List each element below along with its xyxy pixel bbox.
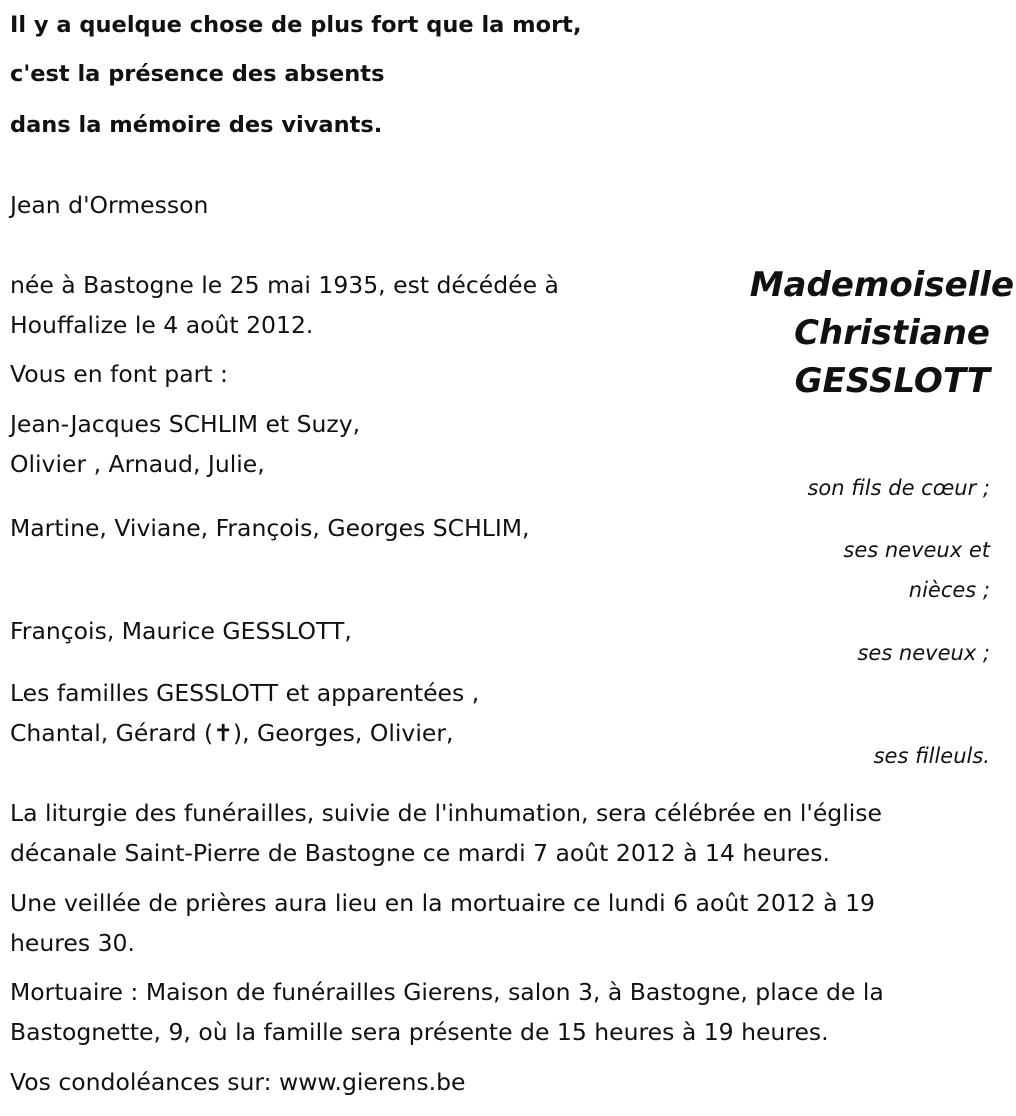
deceased-title: Mademoiselle (749, 265, 1014, 305)
announcement-intro: Vous en font part : (10, 360, 228, 388)
condolences-link[interactable]: Vos condoléances sur: www.gierens.be (10, 1068, 466, 1096)
family-role: ses neveux ; (857, 641, 990, 665)
family-line: Les familles GESSLOTT et apparentées , (10, 679, 480, 707)
family-role: son fils de cœur ; (807, 476, 990, 500)
birth-death-line: Houffalize le 4 août 2012. (10, 311, 314, 339)
deceased-first-name: Christiane (794, 313, 990, 353)
mortuary-line: Bastognette, 9, où la famille sera présente de 15 heures à 19 heures. (10, 1018, 829, 1046)
funeral-line: La liturgie des funérailles, suivie de l'inhumation, sera célébrée en l'église (10, 799, 882, 827)
family-line: François, Maurice GESSLOTT, (10, 617, 352, 645)
quote-line: Il y a quelque chose de plus fort que la mort, (10, 12, 582, 38)
family-line: Martine, Viviane, François, Georges SCHLIM, (10, 514, 530, 542)
quote-author: Jean d'Ormesson (10, 191, 209, 219)
family-line: Jean-Jacques SCHLIM et Suzy, (10, 410, 361, 438)
family-role: ses filleuls. (873, 744, 990, 768)
mortuary-line: Mortuaire : Maison de funérailles Gierens, salon 3, à Bastogne, place de la (10, 978, 884, 1006)
quote-line: c'est la présence des absents (10, 61, 385, 87)
funeral-line: décanale Saint-Pierre de Bastogne ce mardi 7 août 2012 à 14 heures. (10, 839, 830, 867)
family-role: ses neveux et (843, 538, 990, 562)
birth-death-line: née à Bastogne le 25 mai 1935, est décédée à (10, 271, 559, 299)
vigil-line: heures 30. (10, 929, 135, 957)
family-line: Olivier , Arnaud, Julie, (10, 450, 265, 478)
vigil-line: Une veillée de prières aura lieu en la mortuaire ce lundi 6 août 2012 à 19 (10, 889, 875, 917)
family-role: nièces ; (908, 578, 990, 602)
deceased-last-name: GESSLOTT (794, 361, 990, 401)
family-line: Chantal, Gérard (✝), Georges, Olivier, (10, 719, 454, 747)
quote-line: dans la mémoire des vivants. (10, 112, 383, 138)
